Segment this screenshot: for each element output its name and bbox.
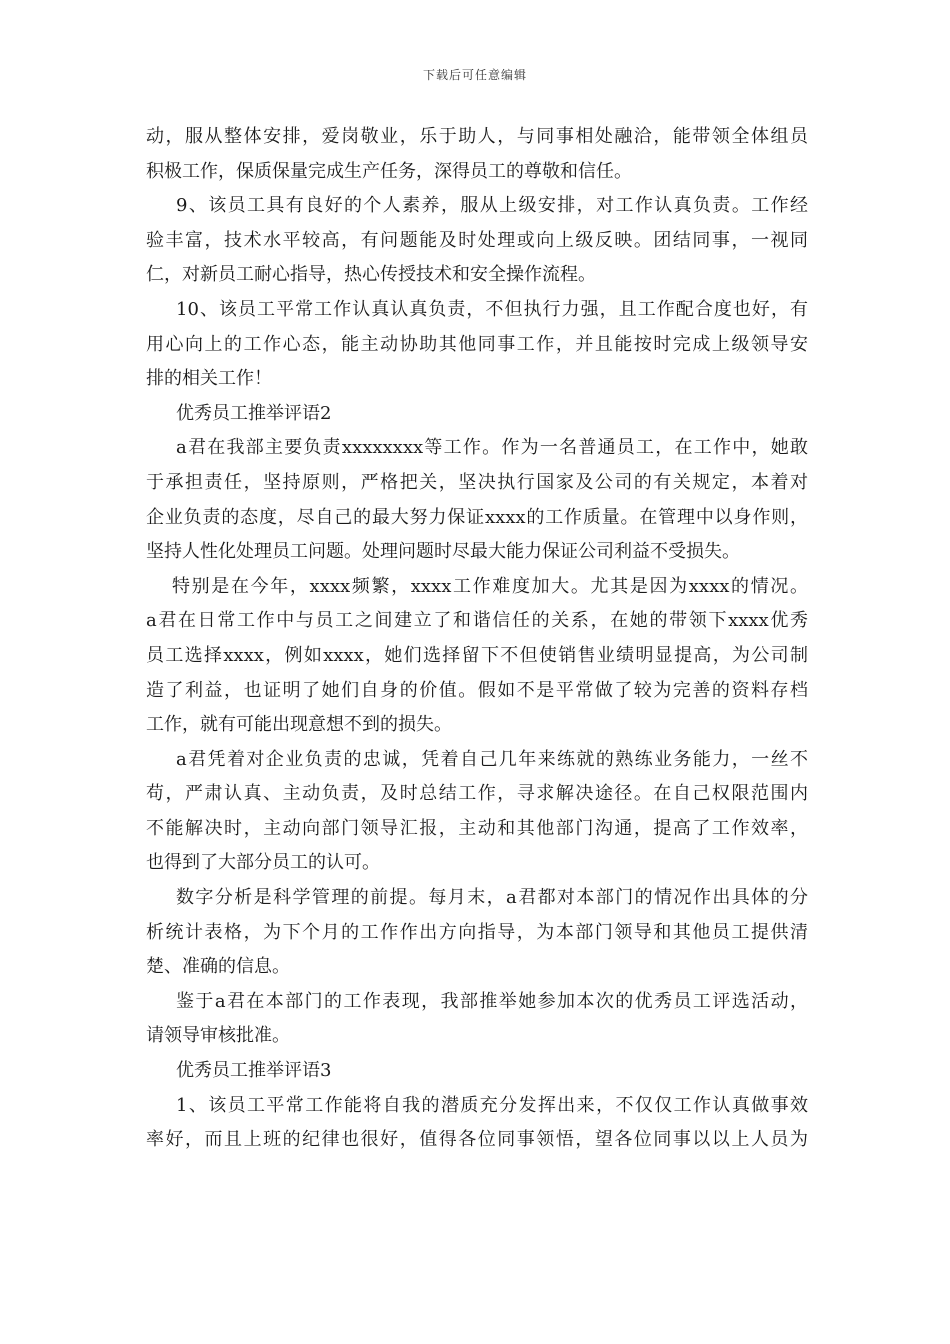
text-line: 不能解决时，主动向部门领导汇报，主动和其他部门沟通，提高了工作效率， (146, 817, 808, 839)
text-line: 也得到了大部分员工的认可。 (146, 852, 380, 874)
section-heading: 优秀员工推举评语3 (176, 1060, 332, 1082)
text-line: 工作，就有可能出现意想不到的损失。 (146, 714, 452, 736)
text-line: 造了利益，也证明了她们自身的价值。假如不是平常做了较为完善的资料存档 (146, 679, 808, 701)
text-line: 楚、准确的信息。 (146, 956, 290, 978)
text-line: 数字分析是科学管理的前提。每月末，a君都对本部门的情况作出具体的分 (176, 887, 808, 909)
text-line: 坚持人性化处理员工问题。处理问题时尽最大能力保证公司利益不受损失。 (146, 541, 740, 563)
text-line: a君凭着对企业负责的忠诚，凭着自己几年来练就的熟练业务能力，一丝不 (176, 748, 808, 770)
text-line: 仁，对新员工耐心指导，热心传授技术和安全操作流程。 (146, 264, 596, 286)
document-body (146, 120, 808, 1158)
text-line: 企业负责的态度，尽自己的最大努力保证xxxx的工作质量。在管理中以身作则， (146, 506, 808, 528)
text-line: 验丰富，技术水平较高，有问题能及时处理或向上级反映。团结同事，一视同 (146, 229, 808, 251)
text-line: 用心向上的工作心态，能主动协助其他同事工作，并且能按时完成上级领导安 (146, 333, 808, 355)
text-line: 请领导审核批准。 (146, 1025, 290, 1047)
text-line: 员工选择xxxx，例如xxxx，她们选择留下不但使销售业绩明显提高，为公司制 (146, 644, 808, 666)
text-line: a君在我部主要负责xxxxxxxx等工作。作为一名普通员工，在工作中，她敢 (176, 437, 808, 459)
text-line: 率好，而且上班的纪律也很好，值得各位同事领悟，望各位同事以以上人员为 (146, 1129, 808, 1151)
text-line: 10、该员工平常工作认真认真负责，不但执行力强，且工作配合度也好，有 (176, 298, 808, 320)
text-line: 动，服从整体安排，爱岗敬业，乐于助人，与同事相处融洽，能带领全体组员 (146, 126, 808, 147)
text-line: 9、该员工具有良好的个人素养，服从上级安排，对工作认真负责。工作经 (176, 195, 808, 217)
text-line: 排的相关工作！ (146, 368, 272, 390)
text-line: 积极工作，保质保量完成生产任务，深得员工的尊敬和信任。 (146, 160, 632, 182)
text-line: 1、该员工平常工作能将自我的潜质充分发挥出来，不仅仅工作认真做事效 (176, 1094, 808, 1116)
section-heading: 优秀员工推举评语2 (176, 402, 332, 424)
text-line: 鉴于a君在本部门的工作表现，我部推举她参加本次的优秀员工评选活动， (176, 990, 808, 1012)
text-line: 特别是在今年，xxxx频繁，xxxx工作难度加大。尤其是因为xxxx的情况。 (172, 575, 808, 597)
text-line: 于承担责任，坚持原则，严格把关，坚决执行国家及公司的有关规定，本着对 (146, 471, 808, 493)
text-line: 析统计表格，为下个月的工作作出方向指导，为本部门领导和其他员工提供清 (146, 921, 808, 943)
text-line: 苟，严肃认真、主动负责，及时总结工作，寻求解决途径。在自己权限范围内 (146, 783, 808, 805)
text-line: a君在日常工作中与员工之间建立了和谐信任的关系，在她的带领下xxxx优秀 (146, 610, 808, 632)
page-header: 下载后可任意编辑 (422, 68, 527, 82)
